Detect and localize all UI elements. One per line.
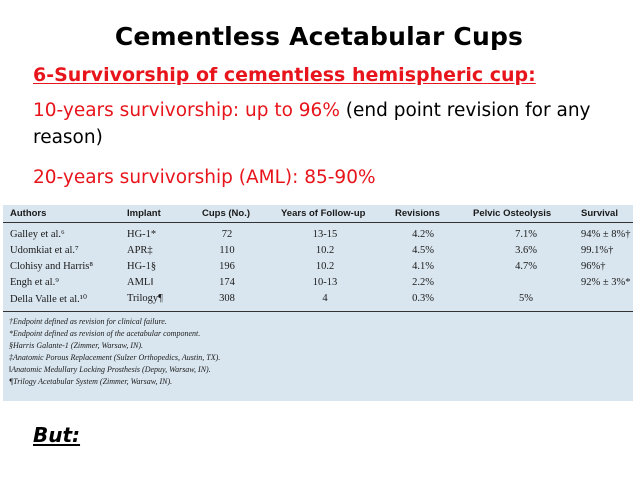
survivorship-10-years-value: 10-years survivorship: up to 96% [33,100,340,121]
cell-osteolysis: 3.6% [515,245,537,256]
footnote: §Harris Galante-1 (Zimmer, Warsaw, IN). [9,341,144,350]
survivorship-table [3,205,633,401]
footnote: ¶Trilogy Acetabular System (Zimmer, Warsaw, IN). [9,377,173,386]
cell-implant: APR‡ [127,245,153,256]
table-row [3,293,633,309]
header-revisions: Revisions [395,208,440,219]
cell-implant: Trilogy¶ [127,293,163,304]
cell-survival: 99.1%† [581,245,614,256]
footnote: ‡Anatomic Porous Replacement (Sulzer Orthopedics, Austin, TX). [9,353,221,362]
cell-implant: HG-1* [127,229,157,240]
slide-title: Cementless Acetabular Cups [114,22,524,51]
cell-revisions: 2.2% [412,277,434,288]
cell-survival: 92% ± 3%* [581,277,631,288]
header-implant: Implant [127,208,161,219]
cell-osteolysis: 7.1% [515,229,537,240]
cell-author: Engh et al.⁹ [10,277,59,288]
cell-revisions: 4.2% [412,229,434,240]
header-authors: Authors [10,208,47,219]
cell-osteolysis: 4.7% [515,261,537,272]
cell-author: Galley et al.⁶ [10,229,65,240]
cell-osteolysis: 5% [519,293,533,304]
cell-years: 10-13 [312,277,338,288]
cell-years: 4 [322,293,328,304]
header-osteolysis: Pelvic Osteolysis [473,208,552,219]
cell-cups: 72 [221,229,233,240]
cell-years: 10.2 [315,261,335,272]
table-row [3,277,633,293]
cell-author: Della Valle et al.¹⁰ [10,294,88,305]
table-row [3,261,633,277]
cell-author: Udomkiat et al.⁷ [10,245,79,256]
table-footnotes [9,316,609,388]
table-row [3,229,633,245]
table-body [3,226,633,312]
footnote: *Endpoint defined as revision of the acetabular component. [9,329,201,338]
cell-author: Clohisy and Harris⁸ [10,261,93,272]
header-survival: Survival [581,208,618,219]
cell-revisions: 0.3% [412,293,434,304]
footnote: †Endpoint defined as revision for clinical failure. [9,317,167,326]
cell-revisions: 4.1% [412,261,434,272]
cell-cups: 110 [219,245,235,256]
section-subtitle: 6-Survivorship of cementless hemispheric cup: [33,64,536,86]
cell-survival: 94% ± 8%† [581,229,631,240]
table-header [3,205,633,223]
table-row [3,245,633,261]
cell-implant: AML‖ [127,277,154,288]
cell-revisions: 4.5% [412,245,434,256]
cell-cups: 174 [219,277,235,288]
survivorship-10-years-note: (end point revision for any reason) [33,100,591,148]
header-years: Years of Follow-up [281,208,366,219]
cell-cups: 196 [219,261,235,272]
cell-years: 10.2 [315,245,335,256]
header-cups: Cups (No.) [202,208,251,219]
survivorship-10-years [33,97,623,151]
footnote: ‖Anatomic Medullary Locking Prosthesis (Depuy, Warsaw, IN). [9,365,211,374]
cell-cups: 308 [219,293,235,304]
cell-implant: HG-1§ [127,261,157,272]
cell-survival: 96%† [581,261,606,272]
cell-years: 13-15 [312,229,338,240]
but-heading: But: [33,423,81,447]
survivorship-20-years: 20-years survivorship (AML): 85-90% [33,167,376,188]
